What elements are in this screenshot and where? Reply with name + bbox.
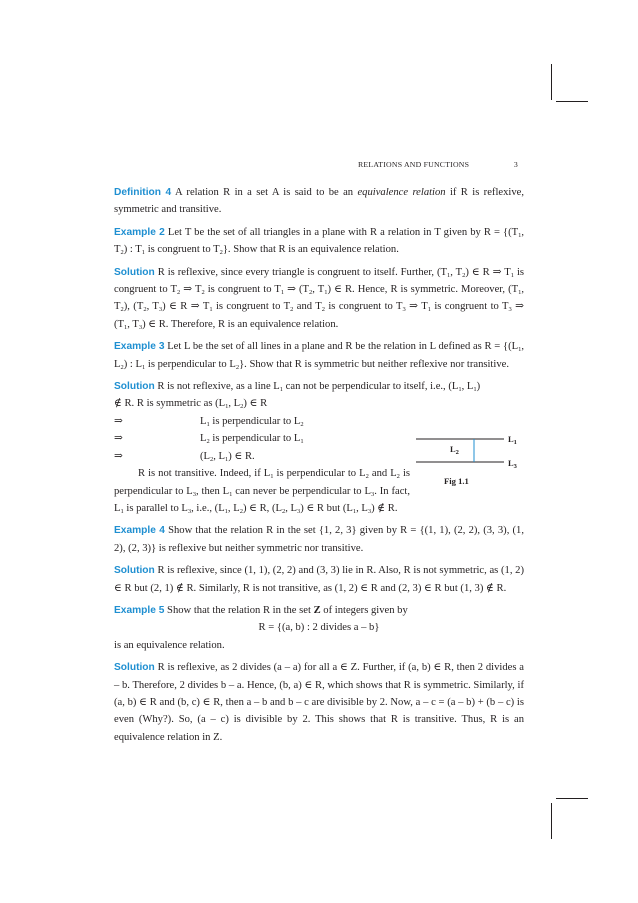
solution-line-1: R is not reflexive, as a line $L_1$ can not be perpendicular to itself, i.e., ($L_1$, $L_1$)	[154, 381, 481, 394]
running-header	[358, 160, 518, 169]
label-l1: $L_1$	[508, 434, 517, 446]
solution-label: Solution	[114, 565, 155, 577]
example-label: Example 3	[114, 341, 165, 353]
example-text-end: of integers given by	[320, 604, 408, 616]
example-label: Example 2	[114, 226, 165, 238]
implication-text: $L_1$ is perpendicular to $L_2$	[200, 415, 304, 428]
implies-symbol: ⇒	[114, 450, 123, 462]
definition-text: A relation R in a set A is said to be an	[171, 187, 358, 198]
label-l3: $L_3$	[508, 458, 517, 470]
crop-mark-bottom-vertical	[551, 803, 552, 839]
solution-label: Solution	[114, 266, 155, 278]
implication-text: $L_2$ is perpendicular to $L_1$	[200, 433, 304, 446]
example-label: Example 5	[114, 604, 165, 616]
set-symbol: Z	[313, 604, 321, 616]
example-4	[114, 522, 524, 557]
figure-caption: Fig 1.1	[444, 476, 469, 486]
solution-line-2: ∉ R. R is symmetric as ($L_1$, $L_2$) ∈ R	[114, 398, 268, 411]
implication-text: ($L_2$, $L_1$) ∈ R.	[200, 450, 255, 463]
solution-2	[114, 264, 524, 334]
page-number: 3	[513, 160, 518, 169]
header-title: RELATIONS AND FUNCTIONS	[358, 160, 470, 169]
definition-label: Definition 4	[114, 187, 172, 198]
example-5	[114, 602, 524, 654]
example-after: is an equivalence relation.	[114, 639, 225, 651]
implication-row	[114, 413, 524, 430]
solution-text: R is reflexive, since every triangle is congruent to itself. Further, ($T_1$, $T_2$) ∈ R ⇒ $T_1$ is congruent to $T_2$ ⇒ $T_2$ is congruent to $T_1$ ⇒ ($T_2$, $T_1$) ∈ R. Hence, R is symmetric. Moreover, ($T_1$, $T_2$), ($T_2$, $T_3$) ∈ R ⇒ $T_1$ is congruent to $T_2$ and $T_2$ is congruent to $T_3$ ⇒ $T_1$ is congruent to $T_3$ ⇒ ($T_1$, $T_3$) ∈ R. Therefore, R is an equivalence relation.	[114, 266, 525, 331]
example-label: Example 4	[114, 525, 165, 537]
example-text: Let T be the set of all triangles in a plane with R a relation in T given by $R = \{(T_1$, $T_2$) : $T_1$ is congruent to $T_2$}. Show that R is an equivalence relation.	[114, 226, 524, 257]
example-text: Show that the relation R in the set	[164, 604, 314, 616]
example-2	[114, 224, 524, 259]
implies-symbol: ⇒	[114, 415, 123, 427]
solution-text: R is reflexive, as 2 divides (a – a) for all a ∈ Z. Further, if (a, b) ∈ R, then 2 divides a – b. Therefore, 2 divides b – a. Hence, (b, a) ∈ R, which shows that R is symmetric. Similarly, if (a, b) ∈ R and (b, c) ∈ R, then a – b and b – c are divisible by 2. Now, a – c = (a – b) + (b – c) is even (Why?). So, (a – c) is divisible by 2. This shows that R is transitive. Thus, R is an equivalence relation in Z.	[114, 662, 524, 743]
crop-mark-top-horizontal	[556, 101, 588, 102]
example-3	[114, 338, 524, 373]
definition-text-end: if R is reflexive, symmetric and transitive.	[114, 187, 524, 216]
crop-mark-bottom-horizontal	[556, 798, 588, 799]
example-text: Show that the relation R in the set {1, 2, 3} given by R = {(1, 1), (2, 2), (3, 3), (1, 2), (2, 3)} is reflexive but neither symmetric nor transitive.	[114, 525, 525, 554]
label-l2: $L_2$	[450, 444, 459, 456]
example-text: Let L be the set of all lines in a plane and R be the relation in L defined as $R = \{(L_1$, $L_2$) : $L_1$ is perpendicular to $L_2$}. Show that R is symmetric but neither reflexive nor transitive.	[114, 341, 524, 371]
solution-text: R is reflexive, since (1, 1), (2, 2) and (3, 3) lie in R. Also, R is not symmetric, as (1, 2) ∈ R but (2, 1) ∉ R. Similarly, R is not transitive, as (1, 2) ∈ R and (2, 3) ∈ R but (1, 3) ∉ R.	[114, 565, 524, 594]
solution-rest: R is not transitive. Indeed, if $L_1$ is perpendicular to $L_2$ and $L_2$ is perpendicular to $L_3$, then $L_1$ can never be perpendicular to $L_3$. In fact, $L_1$ is parallel to $L_3$, i.e., ($L_1$, $L_2$) ∈ R, ($L_2$, $L_3$) ∈ R but ($L_1$, $L_3$) ∉ R.	[114, 468, 411, 515]
definition-4	[114, 184, 524, 219]
solution-label: Solution	[114, 662, 155, 674]
example-formula: R = {(a, b) : 2 divides a – b}	[258, 622, 380, 634]
figure-perpendicular-lines	[416, 436, 534, 486]
solution-4	[114, 562, 524, 597]
implies-symbol: ⇒	[114, 433, 123, 445]
definition-term: equivalence relation	[357, 187, 446, 198]
solution-5	[114, 659, 524, 746]
solution-label: Solution	[114, 381, 155, 393]
crop-mark-top-vertical	[551, 64, 552, 100]
